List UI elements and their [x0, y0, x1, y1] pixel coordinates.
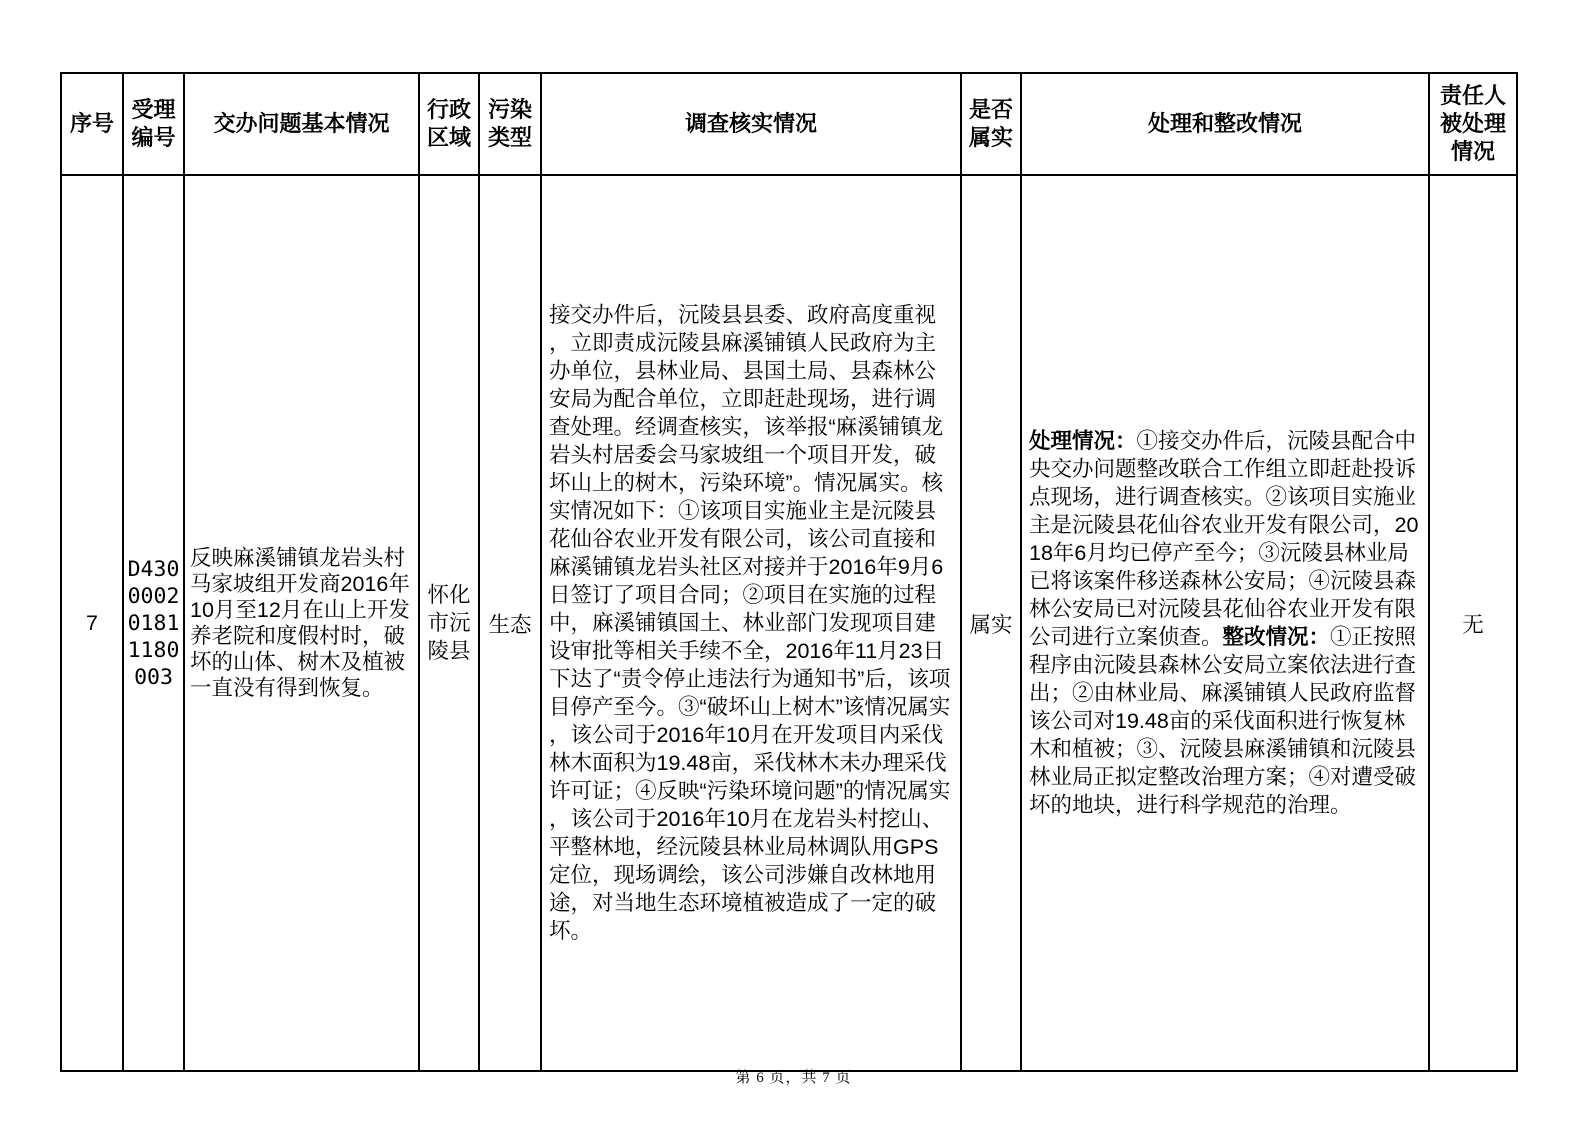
- col-header-handling: 处理和整改情况: [1021, 73, 1429, 175]
- handling-section-label: 处理情况：: [1029, 429, 1137, 453]
- page-footer: 第 6 页，共 7 页: [735, 1070, 852, 1086]
- handling-section-text: ①正按照程序由沅陵县森林公安局立案依法进行查出；②由林业局、麻溪铺镇人民政府监督该公司对19.48亩的采伐面积进行恢复林木和植被；③、沅陵县麻溪铺镇和沅陵县林业局正拟定整改治理方案；④对遭受破坏的地块，进行科学规范的治理。: [1029, 625, 1417, 817]
- table-header-row: [61, 73, 1517, 175]
- handling-section-label: 整改情况：: [1222, 625, 1331, 649]
- cell-problem-description: 反映麻溪铺镇龙岩头村马家坡组开发商2016年10月至12月在山上开发养老院和度假村时，破坏的山体、树木及植被一直没有得到恢复。: [184, 175, 419, 1071]
- col-header-investigation: 调查核实情况: [541, 73, 961, 175]
- cell-case-number: D430000201811180003: [123, 175, 184, 1071]
- col-header-region: 行政区域: [419, 73, 479, 175]
- cell-investigation-result: 接交办件后，沅陵县县委、政府高度重视，立即责成沅陵县麻溪铺镇人民政府为主办单位，县林业局、县国土局、县森林公安局为配合单位，立即赶赴现场，进行调查处理。经调查核实，该举报“麻溪铺镇龙岩头村居委会马家坡组一个项目开发，破坏山上的树木，污染环境”。情况属实。核实情况如下：①该项目实施业主是沅陵县花仙谷农业开发有限公司，该公司直接和麻溪铺镇龙岩头社区对接并于2016年9月6日签订了项目合同；②项目在实施的过程中，麻溪铺镇国土、林业部门发现项目建设审批等相关手续不全，2016年11月23日下达了“责令停止违法行为通知书”后，该项目停产至今。③“破坏山上树木”该情况属实，该公司于2016年10月在开发项目内采伐林木面积为19.48亩，采伐林木未办理采伐许可证；④反映“污染环境问题”的情况属实，该公司于2016年10月在龙岩头村挖山、平整林地，经沅陵县林业局林调队用GPS定位，现场调绘，该公司涉嫌自改林地用途，对当地生态环境植被造成了一定的破坏。: [541, 175, 961, 1071]
- table-body: [61, 175, 1517, 1071]
- col-header-responsible: 责任人被处理情况: [1429, 73, 1517, 175]
- cell-handling-rectification: [1021, 175, 1429, 1071]
- complaints-table: [60, 72, 1518, 1072]
- col-header-case-number: 受理编号: [123, 73, 184, 175]
- cell-admin-region: 怀化市沅陵县: [419, 175, 479, 1071]
- col-header-verified: 是否属实: [961, 73, 1021, 175]
- handling-section-text: ①接交办件后，沅陵县配合中央交办问题整改联合工作组立即赶赴投诉点现场，进行调查核实。②该项目实施业主是沅陵县花仙谷农业开发有限公司，2018年6月均已停产至今；③沅陵县林业局已将该案件移送森林公安局；④沅陵县森林公安局已对沅陵县花仙谷农业开发有限公司进行立案侦查。: [1029, 429, 1419, 649]
- cell-verified-status: 属实: [961, 175, 1021, 1071]
- cell-serial-number: 7: [61, 175, 123, 1071]
- cell-responsible-person-status: 无: [1429, 175, 1517, 1071]
- col-header-pollution-type: 污染类型: [479, 73, 541, 175]
- col-header-serial: 序号: [61, 73, 123, 175]
- col-header-problem: 交办问题基本情况: [184, 73, 419, 175]
- cell-pollution-type: 生态: [479, 175, 541, 1071]
- table-row: [61, 175, 1517, 1071]
